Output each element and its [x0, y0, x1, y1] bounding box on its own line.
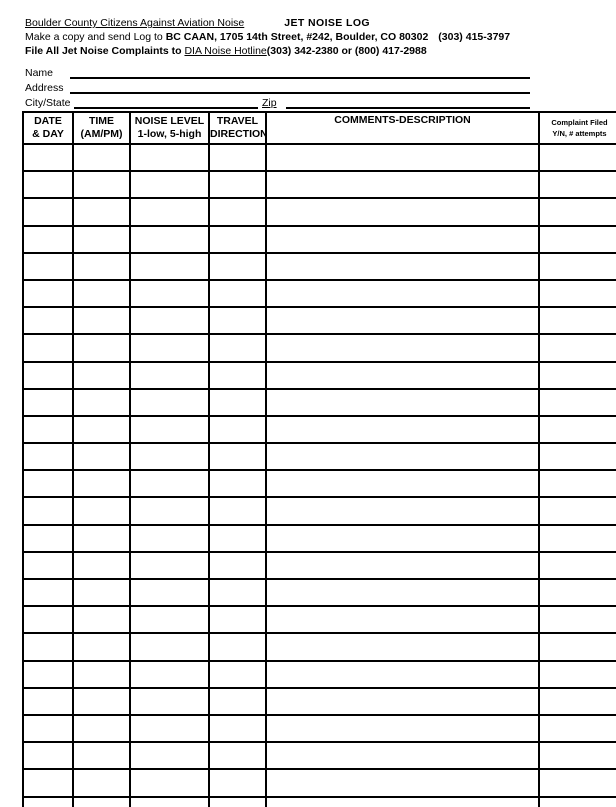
log-cell-time	[73, 715, 130, 742]
log-cell-comments	[266, 579, 539, 606]
log-cell-comments	[266, 307, 539, 334]
header-row	[23, 112, 616, 144]
log-cell-travel-direction	[209, 470, 266, 497]
log-cell-complaint-filed	[539, 226, 616, 253]
log-cell-travel-direction	[209, 171, 266, 198]
log-cell-noise-level	[130, 688, 209, 715]
log-cell-time	[73, 742, 130, 769]
log-cell-comments	[266, 362, 539, 389]
log-cell-complaint-filed	[539, 633, 616, 660]
log-cell-travel-direction	[209, 797, 266, 807]
log-cell-noise-level	[130, 470, 209, 497]
log-cell-date-day	[23, 280, 73, 307]
header-time-line2: (AM/PM)	[80, 128, 123, 140]
log-cell-date-day	[23, 661, 73, 688]
log-cell-noise-level	[130, 579, 209, 606]
log-row	[23, 470, 616, 497]
log-cell-time	[73, 552, 130, 579]
log-cell-travel-direction	[209, 443, 266, 470]
log-cell-noise-level	[130, 171, 209, 198]
log-cell-date-day	[23, 171, 73, 198]
log-cell-date-day	[23, 443, 73, 470]
log-cell-noise-level	[130, 443, 209, 470]
log-cell-date-day	[23, 633, 73, 660]
log-cell-travel-direction	[209, 552, 266, 579]
log-cell-noise-level	[130, 525, 209, 552]
log-cell-noise-level	[130, 198, 209, 225]
header-comments	[266, 112, 539, 144]
header-travel-direction	[209, 112, 266, 144]
log-cell-comments	[266, 253, 539, 280]
log-cell-travel-direction	[209, 334, 266, 361]
log-cell-comments	[266, 389, 539, 416]
log-cell-travel-direction	[209, 606, 266, 633]
form-header	[25, 16, 510, 58]
city-state-label: City/State	[25, 97, 71, 109]
log-cell-time	[73, 497, 130, 524]
log-cell-travel-direction	[209, 198, 266, 225]
log-row	[23, 769, 616, 796]
log-cell-time	[73, 362, 130, 389]
log-cell-comments	[266, 633, 539, 660]
log-cell-date-day	[23, 552, 73, 579]
log-row	[23, 661, 616, 688]
log-cell-time	[73, 443, 130, 470]
log-cell-comments	[266, 443, 539, 470]
log-cell-noise-level	[130, 389, 209, 416]
log-cell-time	[73, 144, 130, 171]
log-cell-date-day	[23, 606, 73, 633]
log-cell-comments	[266, 226, 539, 253]
instruction-line-1	[25, 30, 510, 44]
log-cell-noise-level	[130, 606, 209, 633]
log-row	[23, 226, 616, 253]
name-label: Name	[25, 67, 54, 79]
log-cell-time	[73, 525, 130, 552]
log-row	[23, 579, 616, 606]
hotline-phones: (303) 342-2380 or (800) 417-2988	[266, 45, 427, 57]
log-cell-time	[73, 470, 130, 497]
log-cell-date-day	[23, 253, 73, 280]
log-row	[23, 362, 616, 389]
log-cell-time	[73, 416, 130, 443]
log-cell-comments	[266, 416, 539, 443]
log-cell-travel-direction	[209, 661, 266, 688]
log-cell-date-day	[23, 334, 73, 361]
log-row	[23, 525, 616, 552]
log-cell-noise-level	[130, 497, 209, 524]
log-cell-date-day	[23, 525, 73, 552]
log-cell-date-day	[23, 416, 73, 443]
log-cell-complaint-filed	[539, 253, 616, 280]
log-cell-complaint-filed	[539, 470, 616, 497]
header-noise-line1: NOISE LEVEL	[134, 115, 205, 127]
log-cell-time	[73, 334, 130, 361]
log-cell-date-day	[23, 307, 73, 334]
log-row	[23, 334, 616, 361]
log-cell-time	[73, 606, 130, 633]
log-cell-date-day	[23, 797, 73, 807]
log-cell-comments	[266, 497, 539, 524]
log-cell-time	[73, 198, 130, 225]
log-cell-comments	[266, 606, 539, 633]
log-cell-comments	[266, 144, 539, 171]
dia-noise-hotline-text: DIA Noise Hotline	[184, 45, 267, 57]
log-cell-noise-level	[130, 633, 209, 660]
log-cell-noise-level	[130, 742, 209, 769]
log-cell-time	[73, 253, 130, 280]
log-cell-noise-level	[130, 226, 209, 253]
log-row	[23, 497, 616, 524]
log-row	[23, 797, 616, 807]
log-cell-date-day	[23, 497, 73, 524]
log-cell-noise-level	[130, 253, 209, 280]
log-cell-complaint-filed	[539, 525, 616, 552]
log-cell-noise-level	[130, 715, 209, 742]
log-cell-travel-direction	[209, 688, 266, 715]
header-time-line1: TIME	[88, 115, 115, 127]
log-cell-travel-direction	[209, 362, 266, 389]
log-cell-noise-level	[130, 416, 209, 443]
log-cell-comments	[266, 171, 539, 198]
log-cell-date-day	[23, 688, 73, 715]
log-row	[23, 171, 616, 198]
instruction-line-2	[25, 44, 510, 58]
log-cell-travel-direction	[209, 307, 266, 334]
log-cell-time	[73, 688, 130, 715]
log-row	[23, 307, 616, 334]
title-line	[25, 16, 510, 30]
log-cell-complaint-filed	[539, 688, 616, 715]
header-date-line2: & DAY	[32, 128, 64, 140]
log-cell-travel-direction	[209, 389, 266, 416]
log-cell-complaint-filed	[539, 606, 616, 633]
header-noise-level	[130, 112, 209, 144]
log-cell-travel-direction	[209, 144, 266, 171]
log-cell-complaint-filed	[539, 198, 616, 225]
log-cell-comments	[266, 715, 539, 742]
header-complaint-line2: Y/N, # attempts	[552, 129, 607, 138]
log-cell-complaint-filed	[539, 416, 616, 443]
log-row	[23, 389, 616, 416]
header-travel-line1: TRAVEL	[216, 115, 259, 127]
header-noise-line2: 1-low, 5-high	[137, 128, 202, 140]
instruction2-prefix: File All Jet Noise Complaints to	[25, 45, 185, 57]
log-cell-complaint-filed	[539, 144, 616, 171]
log-cell-noise-level	[130, 280, 209, 307]
log-cell-noise-level	[130, 661, 209, 688]
mailing-address: BC CAAN, 1705 14th Street, #242, Boulder, CO 80302	[165, 31, 429, 43]
log-cell-complaint-filed	[539, 661, 616, 688]
log-cell-comments	[266, 334, 539, 361]
log-cell-noise-level	[130, 769, 209, 796]
log-cell-comments	[266, 198, 539, 225]
log-cell-noise-level	[130, 362, 209, 389]
log-row	[23, 633, 616, 660]
log-row	[23, 742, 616, 769]
log-cell-comments	[266, 742, 539, 769]
log-cell-complaint-filed	[539, 797, 616, 807]
log-cell-time	[73, 769, 130, 796]
log-row	[23, 715, 616, 742]
organization-name: Boulder County Citizens Against Aviation Noise	[25, 17, 245, 29]
log-cell-noise-level	[130, 797, 209, 807]
log-cell-comments	[266, 470, 539, 497]
log-cell-noise-level	[130, 307, 209, 334]
instruction1-prefix: Make a copy and send Log to	[25, 31, 166, 43]
log-cell-complaint-filed	[539, 171, 616, 198]
header-travel-line2: DIRECTION	[210, 128, 268, 140]
log-cell-complaint-filed	[539, 334, 616, 361]
log-cell-comments	[266, 280, 539, 307]
log-row	[23, 253, 616, 280]
log-cell-comments	[266, 552, 539, 579]
log-cell-travel-direction	[209, 742, 266, 769]
log-cell-noise-level	[130, 334, 209, 361]
log-cell-complaint-filed	[539, 497, 616, 524]
address-field	[70, 78, 530, 94]
zip-field	[286, 93, 530, 109]
log-row	[23, 443, 616, 470]
log-cell-complaint-filed	[539, 307, 616, 334]
log-cell-date-day	[23, 715, 73, 742]
log-cell-travel-direction	[209, 579, 266, 606]
log-table-header	[23, 112, 616, 144]
log-cell-time	[73, 280, 130, 307]
jet-noise-log-table	[22, 111, 616, 807]
log-cell-time	[73, 633, 130, 660]
log-cell-time	[73, 389, 130, 416]
city-state-field	[74, 93, 258, 109]
log-cell-complaint-filed	[539, 443, 616, 470]
log-cell-date-day	[23, 144, 73, 171]
log-cell-time	[73, 579, 130, 606]
log-cell-complaint-filed	[539, 280, 616, 307]
log-cell-date-day	[23, 198, 73, 225]
log-cell-complaint-filed	[539, 362, 616, 389]
log-cell-time	[73, 226, 130, 253]
log-cell-date-day	[23, 470, 73, 497]
log-cell-date-day	[23, 742, 73, 769]
log-cell-travel-direction	[209, 280, 266, 307]
log-cell-comments	[266, 797, 539, 807]
caan-phone: (303) 415-3797	[438, 31, 511, 43]
log-cell-time	[73, 797, 130, 807]
log-cell-comments	[266, 525, 539, 552]
header-complaint-line1: Complaint Filed	[551, 118, 608, 127]
log-row	[23, 552, 616, 579]
header-date-line1: DATE	[34, 115, 62, 127]
header-complaint-filed	[539, 112, 616, 144]
log-cell-date-day	[23, 579, 73, 606]
log-cell-complaint-filed	[539, 715, 616, 742]
log-cell-travel-direction	[209, 497, 266, 524]
log-cell-date-day	[23, 362, 73, 389]
log-cell-time	[73, 661, 130, 688]
log-cell-complaint-filed	[539, 552, 616, 579]
name-field	[70, 63, 530, 79]
log-cell-comments	[266, 769, 539, 796]
log-row	[23, 198, 616, 225]
log-cell-travel-direction	[209, 715, 266, 742]
log-cell-comments	[266, 688, 539, 715]
header-comments-line1: COMMENTS-DESCRIPTION	[334, 114, 471, 126]
log-cell-complaint-filed	[539, 742, 616, 769]
log-cell-travel-direction	[209, 525, 266, 552]
log-cell-travel-direction	[209, 253, 266, 280]
header-date-day	[23, 112, 73, 144]
log-row	[23, 606, 616, 633]
log-cell-travel-direction	[209, 769, 266, 796]
log-row	[23, 688, 616, 715]
log-cell-date-day	[23, 389, 73, 416]
log-cell-complaint-filed	[539, 579, 616, 606]
header-time	[73, 112, 130, 144]
log-row	[23, 280, 616, 307]
log-cell-travel-direction	[209, 416, 266, 443]
log-cell-time	[73, 307, 130, 334]
log-cell-date-day	[23, 226, 73, 253]
log-cell-complaint-filed	[539, 769, 616, 796]
log-cell-travel-direction	[209, 226, 266, 253]
log-cell-comments	[266, 661, 539, 688]
log-cell-travel-direction	[209, 633, 266, 660]
log-cell-noise-level	[130, 552, 209, 579]
log-cell-noise-level	[130, 144, 209, 171]
log-cell-time	[73, 171, 130, 198]
document-title: JET NOISE LOG	[284, 17, 370, 29]
zip-label: Zip	[262, 97, 277, 109]
log-row	[23, 416, 616, 443]
log-table-body	[23, 144, 616, 807]
log-cell-date-day	[23, 769, 73, 796]
address-label: Address	[25, 82, 64, 94]
log-row	[23, 144, 616, 171]
log-cell-complaint-filed	[539, 389, 616, 416]
